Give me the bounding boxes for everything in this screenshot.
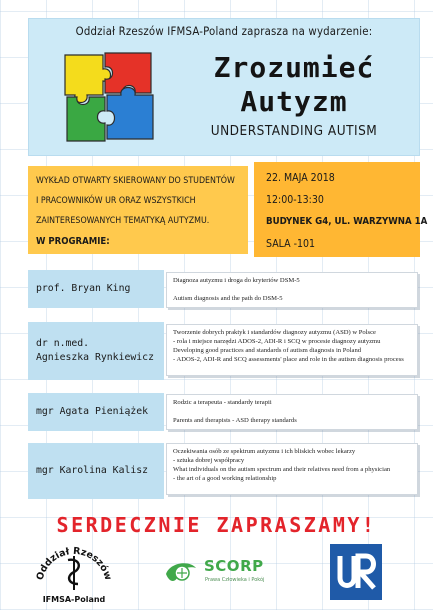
event-place: BUDYNEK G4, UL. WARZYWNA 1A [266, 216, 428, 227]
info-line: ZAINTERESOWANYCH TEMATYKĄ AUTYZMU. [36, 216, 210, 226]
scorp-logo [162, 558, 200, 588]
talk-subtitle-pl: - sztuka dobrej współpracy [173, 457, 245, 464]
speaker-box [28, 270, 164, 308]
ur-logo [330, 544, 382, 600]
event-time: 12:00-13:30 [266, 194, 324, 206]
talk-title-pl: Tworzenie dobrych praktyk i standardów diagnozy autyzmu (ASD) w Polsce [173, 329, 376, 336]
talk-spacer [173, 285, 411, 294]
speaker-box [28, 443, 164, 499]
talk-title-pl: Oczekiwania osób ze spektrum autyzmu i ich bliskich wobec lekarzy [173, 448, 356, 455]
ifmsa-top-text: Oddział Rzeszów [34, 545, 114, 582]
ur-mark: UR [355, 598, 357, 599]
speaker-name: Agnieszka Rynkiewicz [36, 352, 154, 363]
talk-title-en: Autism diagnosis and the path do DSM-5 [173, 295, 283, 302]
talk-title-pl: Diagnoza autyzmu i droga do kryteriów DSM-5 [173, 277, 300, 284]
lecture-info-box [28, 166, 248, 254]
title-line-1: Zrozumieć [213, 51, 375, 84]
info-line: I PRACOWNIKÓW UR ORAZ WSZYSTKICH [36, 196, 196, 206]
talk-title-en: Developing good practices and standards of autism diagnosis in Poland [173, 347, 362, 354]
talk-title-en: Parents and therapists - ASD therapy standards [173, 417, 297, 424]
speaker-name: prof. Bryan King [36, 283, 131, 294]
program-label: W PROGRAMIE: [36, 236, 110, 247]
title-english: UNDERSTANDING AUTISM [210, 123, 378, 139]
talk-description [166, 272, 418, 308]
talk-title-en: What individuals on the autism spectrum and their relatives need from a physician [173, 466, 391, 473]
talk-spacer [173, 407, 411, 416]
talk-subtitle-en: - the art of a good working relationship [173, 475, 277, 482]
talk-description [166, 394, 418, 430]
header-intro: Oddział Rzeszów IFMSA-Poland zaprasza na wydarzenie: [75, 25, 373, 38]
header-banner [28, 18, 420, 156]
scorp-name: SCORP [204, 557, 264, 575]
closing-invitation: SERDECZNIE ZAPRASZAMY! [56, 513, 377, 537]
event-date: 22. MAJA 2018 [266, 172, 335, 184]
speaker-name-group [36, 337, 154, 365]
talk-subtitle-en: - ADOS-2, ADI-R and SCQ assessments' place and role in the autism diagnosis process [173, 356, 404, 363]
ifmsa-bottom-text: IFMSA-Poland [42, 595, 106, 604]
speaker-name: mgr Karolina Kalisz [36, 465, 149, 476]
talk-title-pl: Rodzic a terapeuta - standardy terapii [173, 399, 272, 406]
speaker-box [28, 393, 164, 431]
ifmsa-logo [28, 540, 120, 606]
talk-description [166, 324, 418, 376]
event-details-box [254, 162, 428, 257]
title-line-2: Autyzm [240, 85, 348, 118]
speaker-title: dr n.med. [36, 338, 90, 349]
talk-description [166, 443, 418, 495]
event-room: SALA -101 [266, 238, 316, 250]
speaker-box [28, 322, 164, 380]
scorp-subtitle: Prawa Człowieka i Pokój [205, 577, 265, 583]
puzzle-icon [59, 47, 159, 147]
talk-subtitle-pl: - rola i miejsce narzędzi ADOS-2, ADI-R i SCQ w procesie diagnozy autyzmu [173, 338, 381, 345]
speaker-name: mgr Agata Pieniążek [36, 406, 149, 417]
info-line: WYKŁAD OTWARTY SKIEROWANY DO STUDENTÓW [36, 176, 235, 186]
